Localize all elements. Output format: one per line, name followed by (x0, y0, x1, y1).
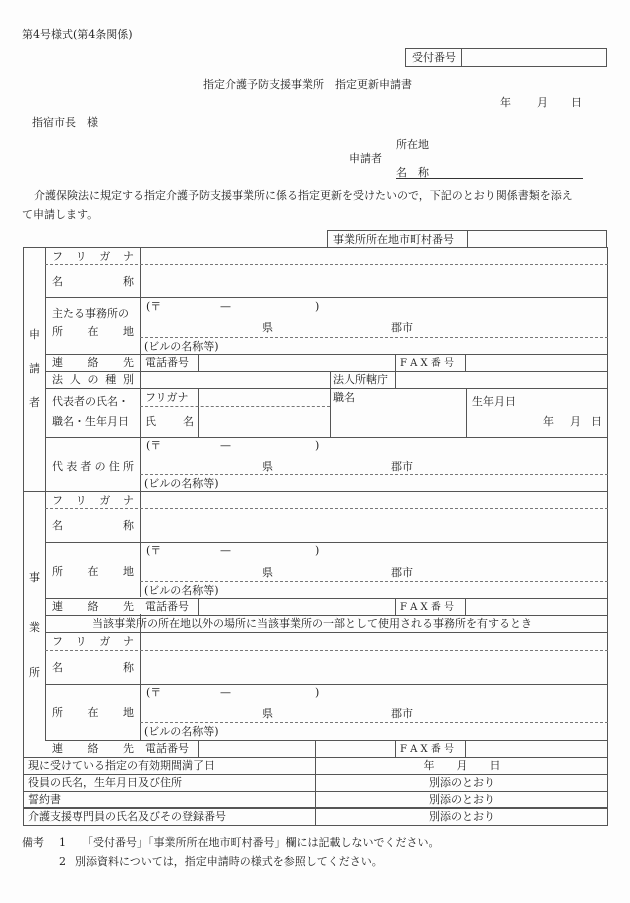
applicant-location-label: 所在地 (396, 138, 429, 151)
sub-office-fax-field[interactable] (467, 742, 605, 755)
office-phone-field[interactable] (200, 600, 393, 613)
municipality-number-field[interactable] (471, 233, 601, 246)
applicant-furigana-label: フ リ ガ ナ (52, 250, 134, 263)
sub-office-building: (ビルの名称等) (144, 725, 219, 738)
addressee: 指宿市長 様 (32, 116, 98, 129)
rep-address-building: (ビルの名称等) (144, 477, 219, 490)
office-side-2: 業 (29, 621, 40, 634)
main-office-label-2: 所 在 地 (52, 325, 134, 338)
office-name-label: 名 称 (52, 519, 134, 532)
sub-office-address-field[interactable]: (〒 — ) 県 郡市 (146, 686, 413, 720)
applicant-contact-label: 連 絡 先 (52, 356, 134, 369)
applicant-side-1: 申 (29, 328, 40, 341)
main-office-address-field[interactable]: (〒 — ) 県 郡市 (146, 300, 413, 334)
notes-heading: 備考 (22, 836, 44, 849)
applicant-name-label: 名 称 (52, 275, 134, 288)
rep-birth-year: 年 (543, 415, 554, 428)
sub-office-furigana-field[interactable] (142, 634, 602, 648)
rep-furigana-field[interactable] (200, 390, 328, 403)
sub-office-phone-field[interactable] (200, 742, 393, 755)
intro-text-line2: て申請します。 (22, 208, 99, 221)
rep-name-field[interactable] (200, 409, 328, 435)
sub-office-phone-label: 電話番号 (145, 742, 189, 755)
note-number: 2 (59, 855, 66, 868)
applicant-phone-label: 電話番号 (145, 356, 189, 369)
note-number: 1 (59, 836, 66, 849)
rep-birth-month: 月 (570, 415, 581, 428)
corp-type-label: 法 人 の 種 別 (52, 373, 134, 386)
corp-authority-label: 法人所轄庁 (333, 373, 388, 386)
applicant-fax-label: F A X 番 号 (400, 358, 454, 369)
receipt-number-box (405, 48, 607, 67)
applicant-side-3: 者 (29, 396, 40, 409)
summary-row-value[interactable]: 年 月 日 (423, 759, 501, 772)
date-day: 日 (571, 96, 582, 109)
applicant-fax-field[interactable] (467, 356, 605, 369)
office-building: (ビルの名称等) (144, 584, 219, 597)
rep-label-2: 職名・生年月日 (52, 415, 129, 428)
municipality-number-label: 事業所所在地市町村番号 (333, 233, 454, 246)
rep-address-field[interactable]: (〒 — ) 県 郡市 (146, 439, 413, 473)
office-phone-label: 電話番号 (145, 600, 189, 613)
sub-office-location-label: 所 在 地 (52, 706, 134, 719)
rep-label-1: 代表者の氏名・ (52, 395, 129, 408)
sub-office-furigana-label: フ リ ガ ナ (52, 635, 134, 648)
sub-office-fax-label: F A X 番 号 (400, 744, 454, 755)
intro-text-line1: 介護保険法に規定する指定介護予防支援事業所に係る指定更新を受けたいので，下記のとおり関係書類を添え (34, 189, 573, 202)
rep-address-label: 代 表 者 の 住 所 (52, 460, 134, 473)
summary-row-value: 別添のとおり (429, 810, 495, 823)
applicant-furigana-field[interactable] (142, 249, 602, 263)
summary-row-label: 誓約書 (28, 793, 61, 806)
form-number: 第4号様式(第4条関係) (22, 28, 133, 41)
note-text: 別添資料については，指定申請時の様式を参照してください。 (75, 855, 383, 868)
applicant-name-label: 名 称 (396, 166, 429, 179)
date-month: 月 (537, 96, 548, 109)
rep-name-label: 氏 名 (145, 415, 194, 428)
office-name-field[interactable] (142, 510, 602, 540)
applicant-name-underline[interactable] (396, 178, 583, 179)
office-fax-label: F A X 番 号 (400, 602, 454, 613)
office-address-field[interactable]: (〒 — ) 県 郡市 (146, 544, 413, 579)
office-furigana-label: フ リ ガ ナ (52, 494, 134, 507)
sub-office-name-label: 名 称 (52, 661, 134, 674)
summary-row-label: 現に受けている指定の有効期間満了日 (28, 759, 215, 772)
corp-authority-field[interactable] (397, 373, 605, 386)
receipt-number-label: 受付番号 (412, 51, 456, 64)
sub-office-name-field[interactable] (142, 652, 602, 682)
summary-row-label: 介護支援専門員の氏名及びその登録番号 (28, 810, 226, 823)
office-furigana-field[interactable] (142, 493, 602, 507)
rep-title-field[interactable] (333, 405, 463, 435)
rep-birth-day: 日 (591, 415, 602, 428)
office-contact-label: 連 絡 先 (52, 600, 134, 613)
summary-row-value: 別添のとおり (429, 776, 495, 789)
rep-furigana-label: フリガナ (145, 391, 189, 404)
summary-row-label: 役員の氏名，生年月日及び住所 (28, 776, 182, 789)
sub-office-contact-label: 連 絡 先 (52, 742, 134, 755)
applicant-name-field[interactable] (142, 266, 602, 296)
office-location-label: 所 在 地 (52, 565, 134, 578)
other-office-note: 当該事業所の所在地以外の場所に当該事業所の一部として使用される事務所を有するとき (92, 617, 532, 630)
page-title: 指定介護予防支援事業所 指定更新申請書 (203, 78, 412, 91)
receipt-number-field[interactable] (466, 51, 601, 64)
office-fax-field[interactable] (467, 600, 605, 613)
applicant-phone-field[interactable] (200, 356, 393, 369)
corp-type-field[interactable] (142, 373, 327, 386)
main-office-building: (ビルの名称等) (144, 340, 219, 353)
rep-title-label: 職名 (333, 391, 355, 404)
applicant-label: 申請者 (349, 152, 382, 165)
summary-row-value: 別添のとおり (429, 793, 495, 806)
office-side-1: 事 (29, 571, 40, 584)
note-text: 「受付番号」「事業所所在地市町村番号」欄には記載しないでください。 (82, 836, 440, 849)
municipality-number-box (327, 230, 607, 248)
applicant-side-2: 請 (29, 362, 40, 375)
date-year: 年 (500, 96, 511, 109)
office-side-3: 所 (29, 666, 40, 679)
main-office-label-1: 主たる事務所の (52, 307, 129, 320)
rep-birth-label: 生年月日 (472, 395, 516, 408)
